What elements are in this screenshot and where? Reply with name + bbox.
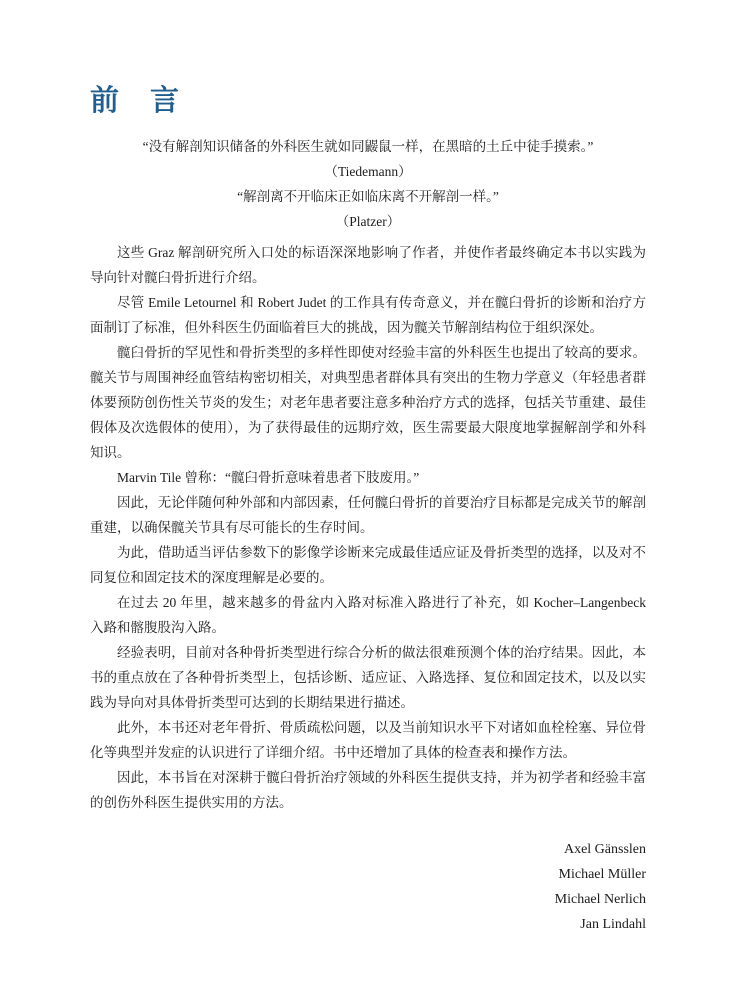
epigraph — [90, 184, 646, 234]
body-paragraph: 这些 Graz 解剖研究所入口处的标语深深地影响了作者，并使作者最终确定本书以实践为导向针对髋臼骨折进行介绍。 — [90, 245, 646, 285]
epigraph — [90, 134, 646, 184]
body-paragraph: 因此，无论伴随何种外部和内部因素，任何髋臼骨折的首要治疗目标都是完成关节的解剖重建，以确保髋关节具有尽可能长的生存时间。 — [90, 495, 646, 535]
preface-body — [90, 240, 646, 815]
body-paragraph: 为此，借助适当评估参数下的影像学诊断来完成最佳适应证及骨折类型的选择，以及对不同复位和固定技术的深度理解是必要的。 — [90, 545, 646, 585]
body-paragraph: 此外，本书还对老年骨折、骨质疏松问题，以及当前知识水平下对诸如血栓栓塞、异位骨化等典型并发症的认识进行了详细介绍。书中还增加了具体的检查表和操作方法。 — [90, 720, 646, 760]
body-paragraph: 因此，本书旨在对深耕于髋臼骨折治疗领域的外科医生提供支持，并为初学者和经验丰富的创伤外科医生提供实用的方法。 — [90, 770, 646, 810]
author-signature: Michael Müller — [558, 867, 646, 882]
author-signature: Axel Gänsslen — [563, 842, 646, 857]
body-paragraph: 经验表明，目前对各种骨折类型进行综合分析的做法很难预测个体的治疗结果。因此，本书的重点放在了各种骨折类型上，包括诊断、适应证、入路选择、复位和固定技术，以及以实践为导向对具体骨折类型可达到的长期结果进行描述。 — [90, 645, 646, 710]
body-paragraph: 尽管 Emile Letournel 和 Robert Judet 的工作具有传奇意义，并在髋臼骨折的诊断和治疗方面制订了标准，但外科医生仍面临着巨大的挑战，因为髋关节解剖结构位于组织深处。 — [90, 295, 646, 335]
epigraph-quote-text: “没有解剖知识储备的外科医生就如同鼹鼠一样，在黑暗的土丘中徒手摸索。” — [142, 139, 594, 154]
author-signature: Jan Lindahl — [580, 917, 646, 932]
body-paragraph: 髋臼骨折的罕见性和骨折类型的多样性即使对经验丰富的外科医生也提出了较高的要求。髋关节与周围神经血管结构密切相关，对典型患者群体具有突出的生物力学意义（年轻患者群体要预防创伤性关节炎的发生；对老年患者要注意多种治疗方式的选择，包括关节重建、最佳假体及次选假体的使用），为了获得最佳的远期疗效，医生需要最大限度地掌握解剖学和外科知识。 — [90, 345, 646, 460]
epigraph-quote-text: “解剖离不开临床正如临床离不开解剖一样。” — [237, 189, 499, 204]
body-paragraph: 在过去 20 年里，越来越多的骨盆内入路对标准入路进行了补充，如 Kocher–Langenbeck 入路和髂腹股沟入路。 — [90, 595, 646, 635]
page-title: 前 言 — [90, 85, 181, 117]
author-signature: Michael Nerlich — [554, 892, 646, 907]
epigraph-attribution: （Platzer） — [335, 214, 401, 229]
epigraph-block — [90, 134, 646, 234]
signature-block — [90, 837, 646, 937]
epigraph-attribution: （Tiedemann） — [324, 164, 412, 179]
body-paragraph: Marvin Tile 曾称：“髋臼骨折意味着患者下肢废用。” — [117, 470, 420, 485]
